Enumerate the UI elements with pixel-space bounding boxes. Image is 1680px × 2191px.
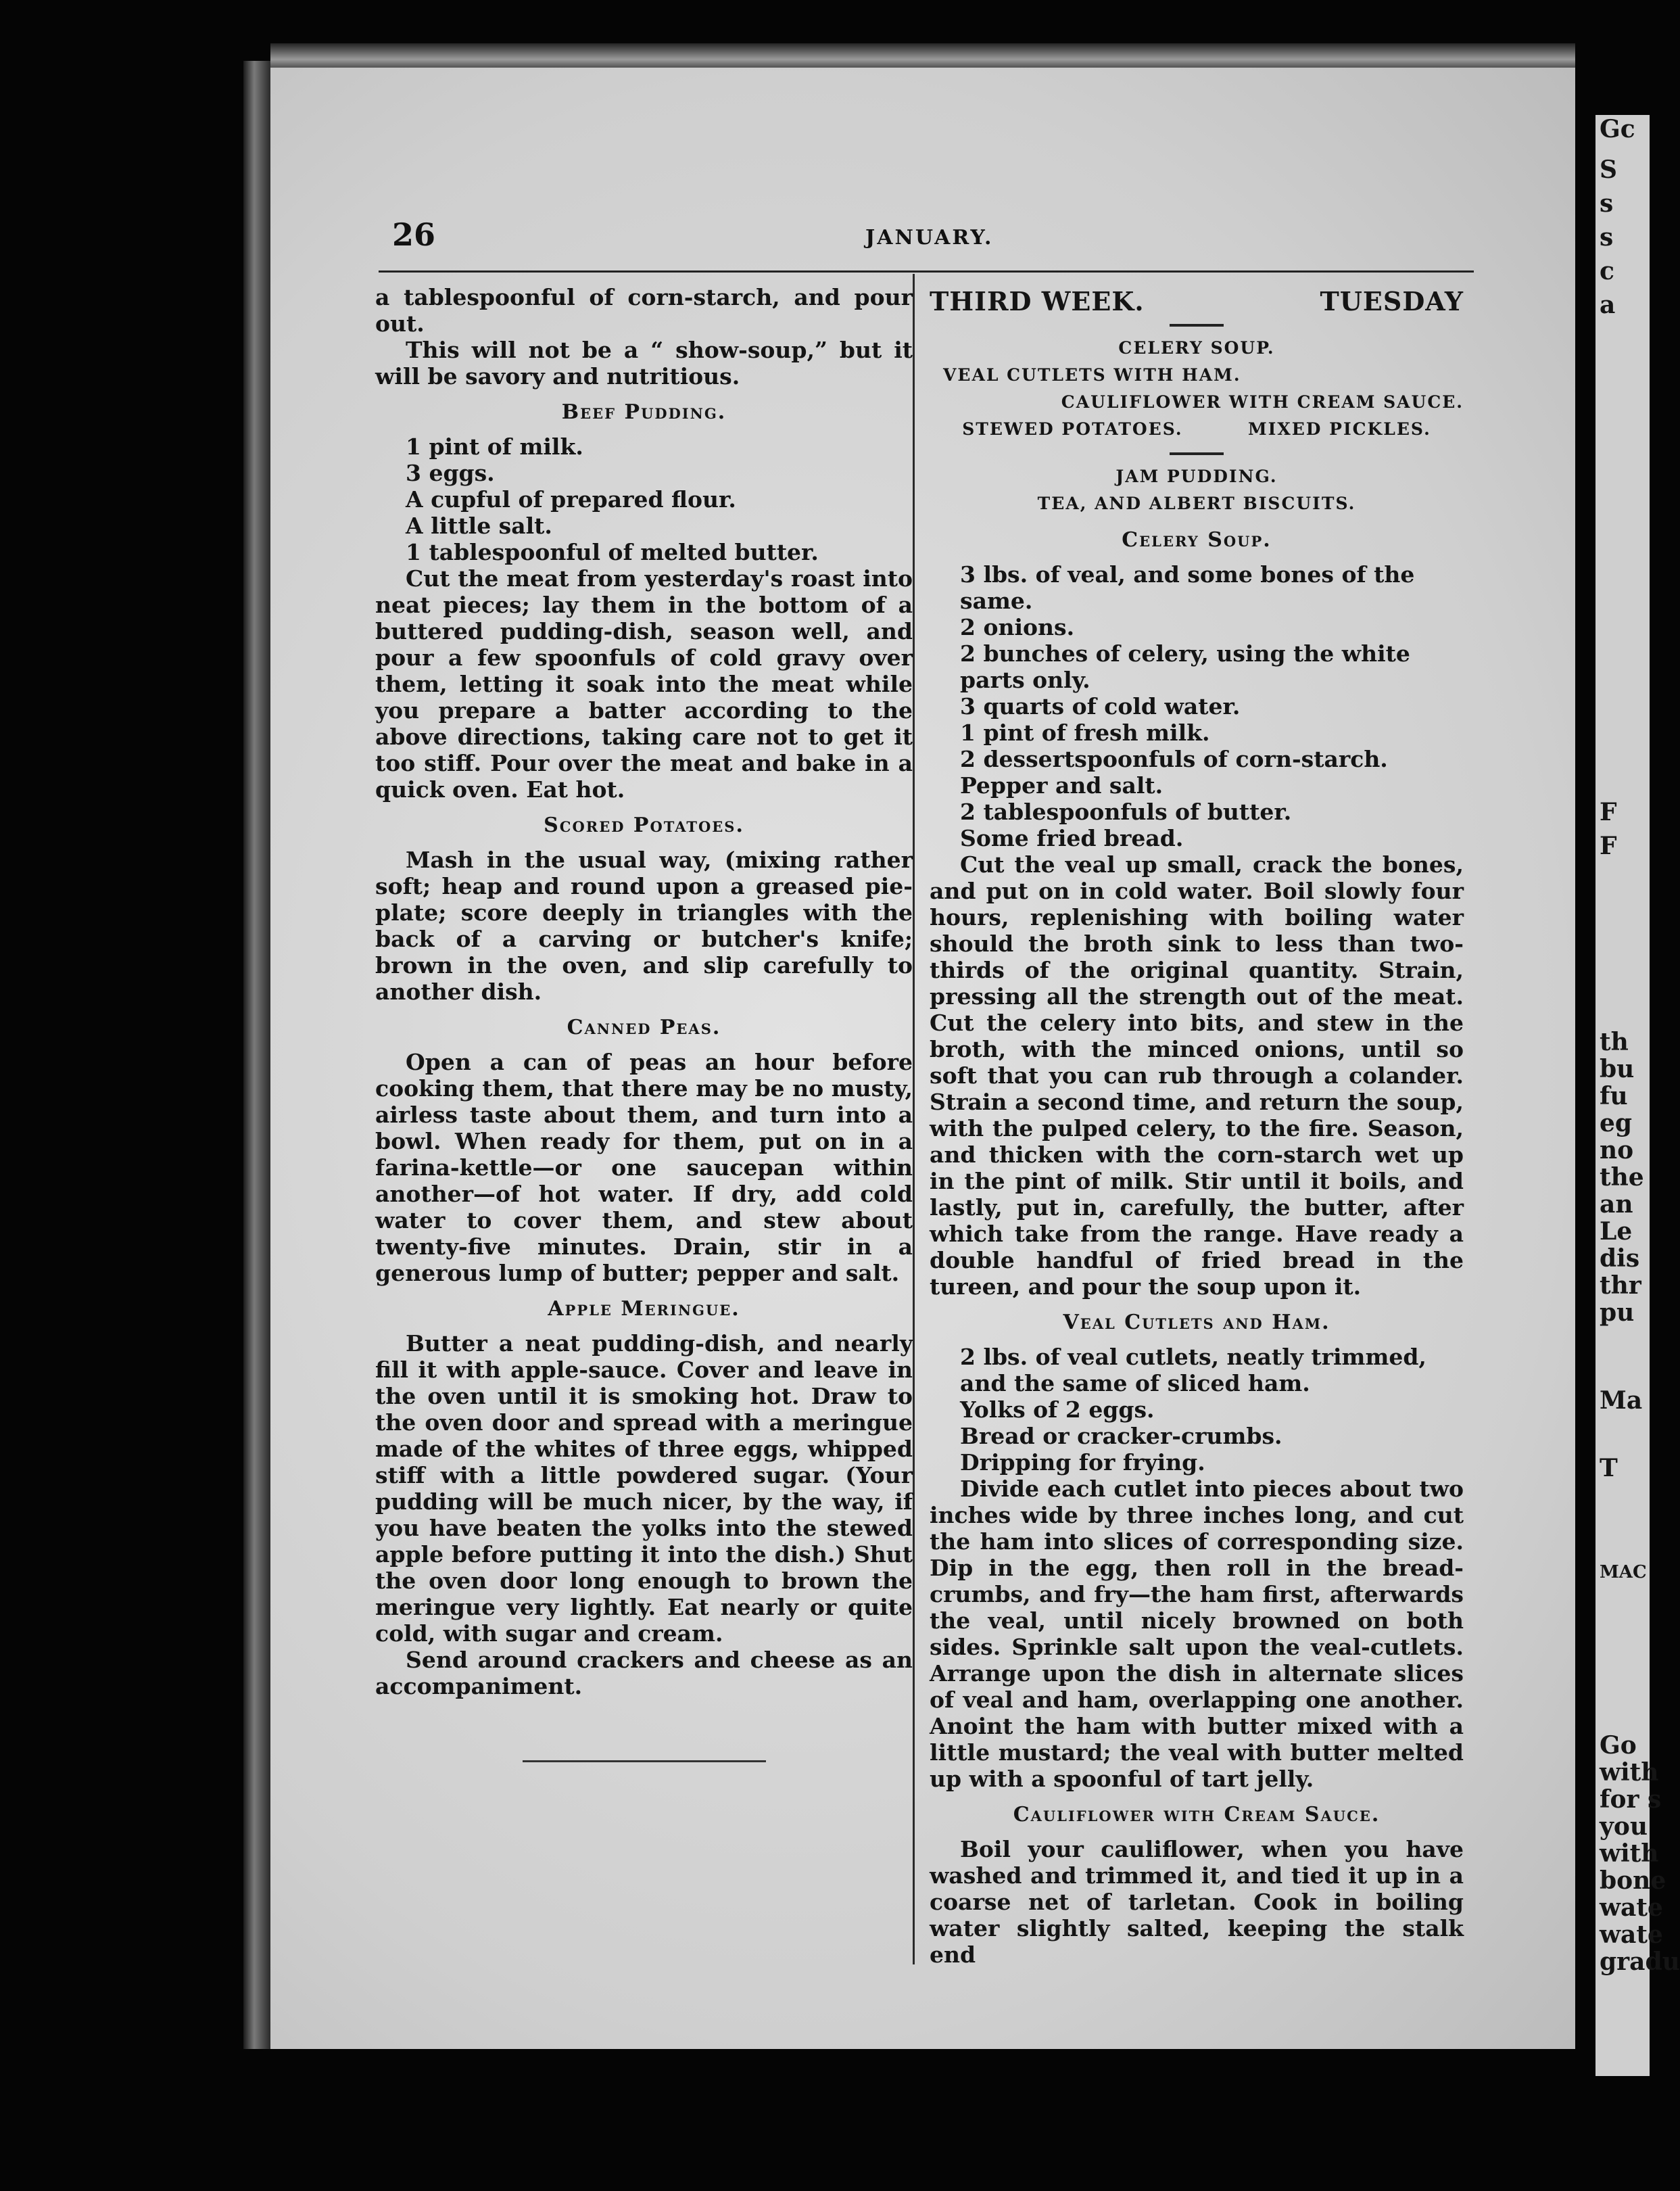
menu-item: VEAL CUTLETS WITH HAM.	[943, 365, 1241, 385]
recipe-text: Mash in the usual way, (mixing rather soft; heap and round upon a greased pie-plate; score deeply in triangles with the back of a carving or butcher's knife; brown in the oven, and slip carefully to another dish.	[375, 847, 913, 1005]
right-column	[930, 284, 1464, 1968]
next-page-fragment: gradu	[1600, 1948, 1680, 1976]
menu-item: TEA, AND ALBERT BISCUITS.	[1037, 494, 1356, 513]
recipe-title-canned-peas: Canned Peas.	[567, 1016, 721, 1039]
next-page-fragment: wate	[1600, 1921, 1663, 1949]
menu-row	[930, 416, 1464, 443]
ingredient: A cupful of prepared flour.	[406, 486, 736, 513]
week-heading	[930, 288, 1464, 314]
running-title: JANUARY.	[865, 226, 994, 250]
next-page-fragment: T	[1600, 1454, 1618, 1482]
recipe-title-scored-potatoes: Scored Potatoes.	[544, 814, 744, 837]
ingredient: 1 tablespoonful of melted butter.	[406, 539, 819, 565]
ingredient: 1 pint of fresh milk.	[960, 720, 1210, 746]
book-spine-left	[243, 61, 270, 2049]
recipe-title-celery-soup: Celery Soup.	[1122, 528, 1272, 552]
next-page-fragment: Go	[1600, 1731, 1637, 1760]
next-page-fragment: no	[1600, 1136, 1634, 1164]
ingredient: Yolks of 2 eggs.	[960, 1396, 1155, 1423]
menu-item: JAM PUDDING.	[1115, 467, 1278, 486]
next-page-fragment: for s	[1600, 1785, 1662, 1814]
recipe-text: Divide each cutlet into pieces about two inches wide by three inches long, and cut the ham into slices of corresponding size. Dip in the egg, then roll in the bread-crumbs, and fry—the ham first, afterwards the veal, until nicely browned on both sides. Sprinkle salt upon the veal-cutlets. Arrange upon the dish in alternate slices of veal and ham, overlapping one another. Anoint the ham with butter mixed with a little mustard; the veal with butter melted up with a spoonful of tart jelly.	[930, 1476, 1464, 1792]
next-page-fragment: fu	[1600, 1082, 1628, 1110]
next-page-fragment: th	[1600, 1028, 1629, 1056]
next-page-fragment: dis	[1600, 1244, 1640, 1273]
page-header	[379, 216, 1474, 273]
ingredient: 2 bunches of celery, using the white parts only.	[960, 640, 1410, 693]
ingredient: 3 eggs.	[406, 460, 495, 486]
next-page-fragment: S	[1600, 156, 1617, 184]
day-label: TUESDAY	[1320, 286, 1464, 316]
ingredient: Some fried bread.	[960, 825, 1184, 851]
ingredient: 3 lbs. of veal, and some bones of the same.	[960, 561, 1415, 614]
recipe-text: Butter a neat pudding-dish, and nearly fill it with apple-sauce. Cover and leave in the oven until it is smoking hot. Draw to the oven door and spread with a meringue made of the whites of three eggs, whipped stiff with a little powdered sugar. (Your pudding will be much nicer, by the way, if you have beaten the yolks into the stewed apple before putting it into the dish.) Shut the oven door long enough to brown the meringue very lightly. Eat nearly or quite cold, with sugar and cream.	[375, 1330, 913, 1647]
next-page-fragment: thr	[1600, 1271, 1641, 1300]
next-page-fragment: you	[1600, 1812, 1648, 1841]
intro-line: a tablespoonful of corn-starch, and pour out.	[375, 284, 913, 337]
next-page-fragment: the	[1600, 1163, 1644, 1192]
next-page-fragment: MAC	[1600, 1562, 1647, 1582]
next-page-fragment: c	[1600, 257, 1614, 285]
recipe-text: Send around crackers and cheese as an accompaniment.	[375, 1647, 913, 1699]
next-page-fragment: F	[1600, 832, 1617, 860]
week-label: THIRD WEEK.	[930, 286, 1145, 316]
next-page-edge	[1595, 115, 1680, 2076]
intro-line: This will not be a “ show-soup,” but it will be savory and nutritious.	[375, 337, 913, 390]
menu-item: MIXED PICKLES.	[1247, 419, 1431, 439]
next-page-fragment: pu	[1600, 1298, 1635, 1327]
ingredient: 2 dessertspoonfuls of corn-starch.	[960, 746, 1388, 772]
menu-rule	[1170, 324, 1224, 327]
menu-item: STEWED POTATOES.	[962, 419, 1183, 439]
next-page-fragment: an	[1600, 1190, 1633, 1219]
next-page-fragment: Le	[1600, 1217, 1633, 1246]
ingredient: Bread or cracker-crumbs.	[960, 1423, 1282, 1449]
ingredient: 2 lbs. of veal cutlets, neatly trimmed, and the same of sliced ham.	[960, 1344, 1426, 1396]
recipe-text: Cut the meat from yesterday's roast into neat pieces; lay them in the bottom of a buttered pudding-dish, season well, and pour a few spoonfuls of cold gravy over them, letting it soak into the meat while you prepare a batter according to the above directions, taking care not to get it too stiff. Pour over the meat and bake in a quick oven. Eat hot.	[375, 565, 913, 803]
ingredient: 3 quarts of cold water.	[960, 693, 1241, 720]
ingredient: Dripping for frying.	[960, 1449, 1205, 1476]
recipe-title-beef-pudding: Beef Pudding.	[561, 400, 727, 424]
recipe-title-apple-meringue: Apple Meringue.	[548, 1297, 740, 1321]
next-page-fragment: wate	[1600, 1893, 1663, 1922]
next-page-fragment: s	[1600, 223, 1614, 252]
column-divider	[913, 274, 915, 1964]
next-page-fragment: eg	[1600, 1109, 1633, 1137]
menu-item: CAULIFLOWER WITH CREAM SAUCE.	[1061, 392, 1464, 412]
recipe-title-cauliflower: Cauliflower with Cream Sauce.	[1013, 1803, 1381, 1827]
next-page-fragment: bu	[1600, 1055, 1635, 1083]
next-page-fragment: s	[1600, 189, 1614, 218]
ingredient: 2 onions.	[960, 614, 1075, 640]
page-number: 26	[392, 216, 436, 253]
next-page-fragment: F	[1600, 798, 1617, 826]
recipe-title-veal-cutlets: Veal Cutlets and Ham.	[1063, 1311, 1330, 1334]
next-page-fragment: Ma	[1600, 1386, 1643, 1415]
recipe-text: Boil your cauliflower, when you have washed and trimmed it, and tied it up in a coarse net of tarletan. Cook in boiling water slightly salted, keeping the stalk end	[930, 1836, 1464, 1968]
recipe-text: Open a can of peas an hour before cooking them, that there may be no musty, airless taste about them, and turn into a bowl. When ready for them, put on in a farina-kettle—or one saucepan within another—of hot water. If dry, add cold water to cover them, and stew about twenty-five minutes. Drain, stir in a generous lump of butter; pepper and salt.	[375, 1049, 913, 1286]
next-page-fragment: Gc	[1600, 115, 1635, 143]
ingredient: Pepper and salt.	[960, 772, 1163, 799]
ingredient: A little salt.	[406, 513, 552, 539]
next-page-fragment: a	[1600, 291, 1616, 319]
ingredient: 2 tablespoonfuls of butter.	[960, 799, 1292, 825]
section-end-rule	[523, 1760, 766, 1762]
recipe-text: Cut the veal up small, crack the bones, and put on in cold water. Boil slowly four hours, replenishing with boiling water should the broth sink to less than two-thirds of the original quantity. Strain, pressing all the strength out of the meat. Cut the celery into bits, and stew in the broth, with the minced onions, until so soft that you can rub through a colander. Strain a second time, and return the soup, with the pulped celery, to the fire. Season, and thicken with the corn-starch wet up in the pint of milk. Stir until it boils, and lastly, put in, carefully, the butter, after which take from the range. Have ready a double handful of fried bread in the tureen, and pour the soup upon it.	[930, 851, 1464, 1300]
ingredient: 1 pint of milk.	[406, 433, 583, 460]
book-top-edge	[270, 43, 1575, 70]
menu-rule	[1170, 452, 1224, 455]
next-page-fragment: bone	[1600, 1866, 1666, 1895]
left-column	[375, 284, 913, 1762]
menu-item: CELERY SOUP.	[1118, 338, 1275, 358]
next-page-fragment: with	[1600, 1758, 1659, 1787]
next-page-fragment: with	[1600, 1839, 1659, 1868]
